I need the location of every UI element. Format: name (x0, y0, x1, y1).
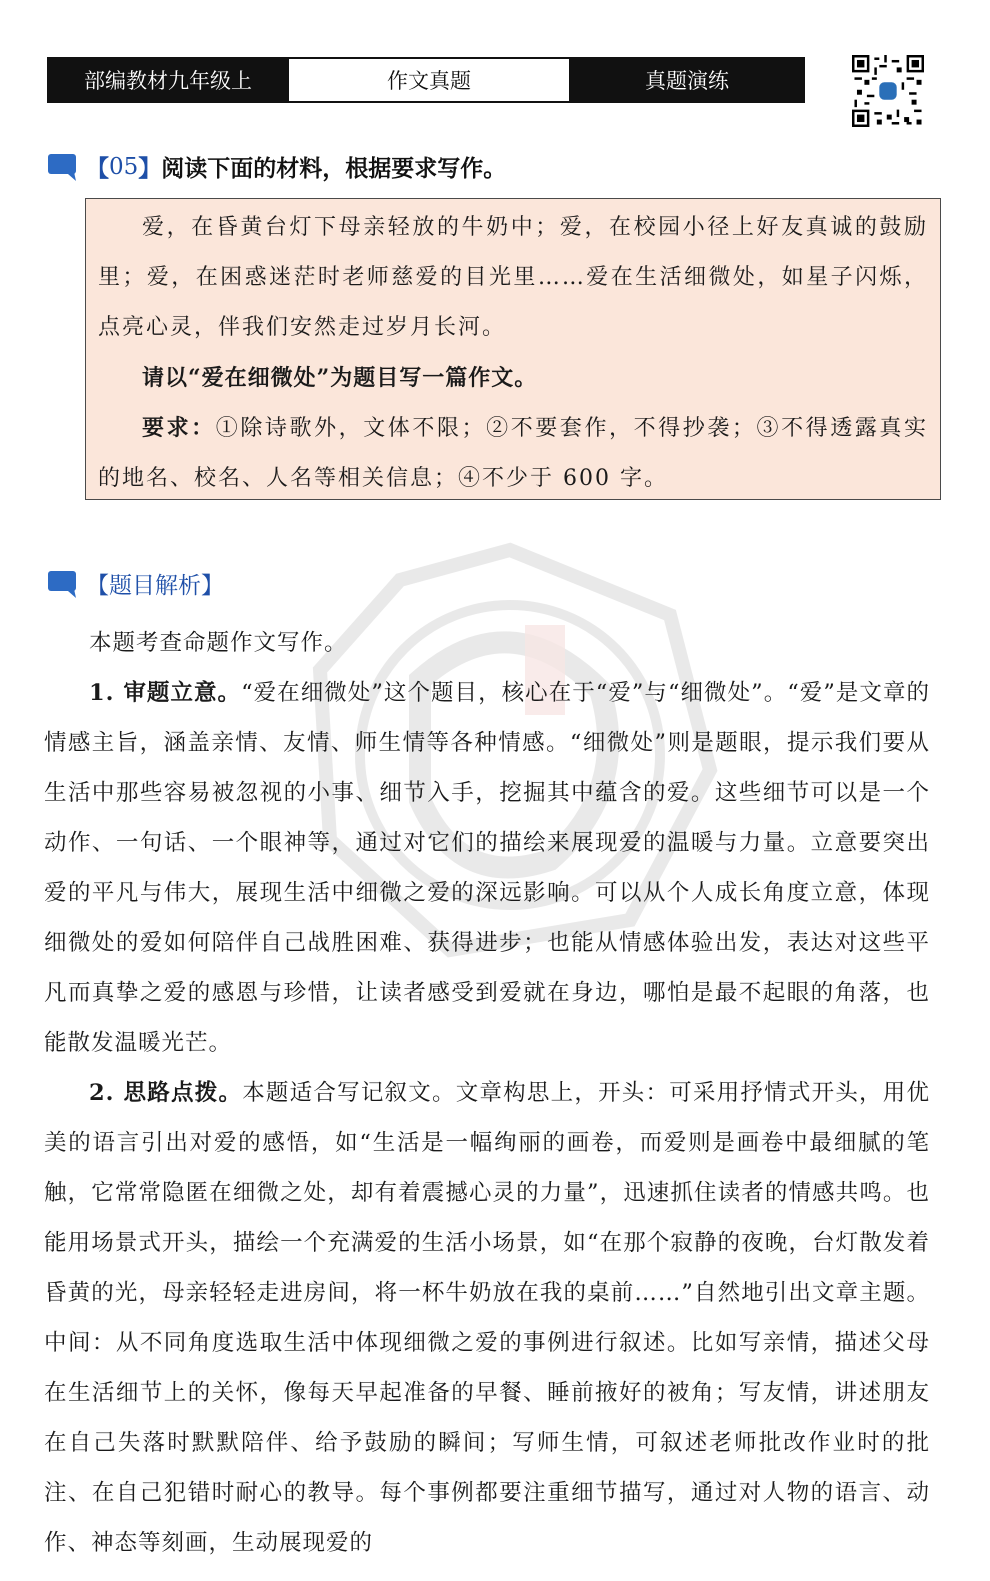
question-heading (46, 150, 506, 183)
question-bracket-close: 】 (138, 155, 162, 182)
paragraph-1-text: “爱在细微处”这个题目，核心在于“爱”与“细微处”。“爱”是文章的情感主旨，涵盖亲情、友情、师生情等各种情感。“细微处”则是题眼，提示我们要从生活中那些容易被忽视的小事、细节入手，挖掘其中蕴含的爱。这些细节可以是一个动作、一句话、一个眼神等，通过对它们的描绘来展现爱的温暖与力量。立意要突出爱的平凡与伟大，展现生活中细微之爱的深远影响。可以从个人成长角度立意，体现细微处的爱如何陪伴自己战胜困难、获得进步；也能从情感体验出发，表达对这些平凡而真挚之爱的感恩与珍惜，让读者感受到爱就在身边，哪怕是最不起眼的角落，也能散发温暖光芒。 (44, 680, 930, 1056)
material-instruction: 请以“爱在细微处”为题目写一篇作文。 (142, 365, 538, 391)
requirements-text: ①除诗歌外，文体不限；②不要套作，不得抄袭；③不得透露真实的地名、校名、人名等相关信息；④不少于 600 字。 (98, 416, 928, 491)
question-prompt: 阅读下面的材料，根据要求写作。 (161, 155, 507, 182)
header-grade-label: 部编教材九年级上 (49, 59, 287, 101)
paragraph-1-lead: 1. 审题立意。 (89, 680, 242, 706)
analysis-intro: 本题考查命题作文写作。 (89, 630, 348, 656)
header-section-label: 真题演练 (571, 59, 803, 101)
analysis-title: 【题目解析】 (86, 573, 224, 599)
flag-icon (46, 569, 80, 599)
paragraph-2-text: 本题适合写记叙文。文章构思上，开头：可采用抒情式开头，用优美的语言引出对爱的感悟，如“生活是一幅绚丽的画卷，而爱则是画卷中最细腻的笔触，它常常隐匿在细微之处，却有着震撼心灵的力量”，迅速抓住读者的情感共鸣。也能用场景式开头，描绘一个充满爱的生活小场景，如“在那个寂静的夜晚，台灯散发着昏黄的光，母亲轻轻走进房间，将一杯牛奶放在我的桌前……”自然地引出文章主题。中间：从不同角度选取生活中体现细微之爱的事例进行叙述。比如写亲情，描述父母在生活细节上的关怀，像每天早起准备的早餐、睡前掖好的被角；写友情，讲述朋友在自己失落时默默陪伴、给予鼓励的瞬间；写师生情，可叙述老师批改作业时的批注、在自己犯错时耐心的教导。每个事例都要注重细节描写，通过对人物的语言、动作、神态等刻画，生动展现爱的 (44, 1080, 930, 1556)
flag-icon (46, 152, 80, 182)
material-requirements (98, 403, 928, 504)
question-bracket-open: 【 (86, 155, 109, 182)
analysis-heading (46, 567, 224, 600)
requirements-label: 要求： (142, 415, 216, 441)
analysis-paragraph-2 (44, 1068, 930, 1568)
analysis-body (44, 618, 930, 1568)
header-category-label: 作文真题 (287, 59, 571, 101)
analysis-paragraph-1 (44, 668, 930, 1068)
qr-code-icon (852, 55, 924, 127)
material-passage: 爱，在昏黄台灯下母亲轻放的牛奶中；爱，在校园小径上好友真诚的鼓励里；爱，在困惑迷茫时老师慈爱的目光里……爱在生活细微处，如星子闪烁，点亮心灵，伴我们安然走过岁月长河。 (98, 215, 928, 340)
paragraph-2-lead: 2. 思路点拨。 (89, 1080, 243, 1106)
header-bar (47, 57, 805, 103)
question-number: 05 (109, 153, 139, 180)
material-box (85, 198, 941, 500)
